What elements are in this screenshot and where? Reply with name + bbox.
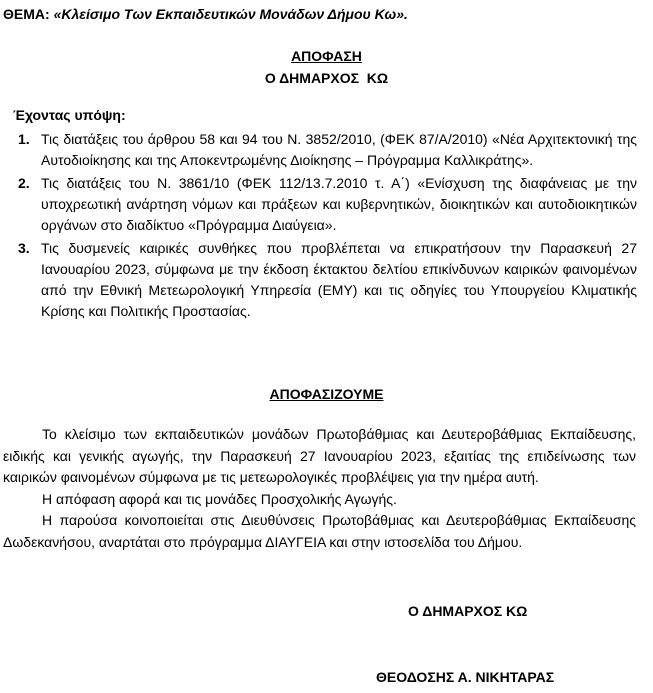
considerations-list [0, 129, 653, 324]
consideration-text: Τις διατάξεις του Ν. 3861/10 (ΦΕΚ 112/13.7.2010 τ. Α΄) «Ενίσχυση της διαφάνειας με την υποχρεωτική ανάρτηση νόμων και πράξεων και κυβερνητικών, διοικητικών και αυτοδιοικητικών οργάνων στο διαδίκτυο «Πρόγραμμα Διαύγεια». [41, 175, 637, 233]
subject-line [3, 6, 408, 22]
subject-topic: «Κλείσιμο Των Εκπαιδευτικών Μονάδων Δήμου Κω». [53, 6, 408, 22]
consideration-item [0, 238, 653, 322]
consideration-number: 2. [18, 175, 30, 191]
decision-paragraph: Το κλείσιμο των εκπαιδευτικών μονάδων Πρωτοβάθμιας και Δευτεροβάθμιας Εκπαίδευσης, ειδικής και γενικής αγωγής, την Παρασκευή 27 Ιανουαρίου 2023, εξαιτίας της επιδείνωσης των καιρικών φαινομένων σύμφωνα με τις μετεωρολογικές προβλέψεις για την ημέρα αυτή. [3, 426, 636, 485]
signature-title: Ο ΔΗΜΑΡΧΟΣ ΚΩ [408, 603, 528, 619]
decision-title: ΑΠΟΦΑΣΗ [291, 48, 362, 64]
decision-body [3, 424, 636, 553]
consideration-item [0, 173, 653, 236]
consideration-number: 3. [18, 240, 30, 256]
consideration-text: Τις δυσμενείς καιρικές συνθήκες που προβλέπεται να επικρατήσουν την Παρασκευή 27 Ιανουαρίου 2023, σύμφωνα με την έκδοση έκτακτου δελτίου επικίνδυνων καιρικών φαινομένων από την Εθνική Μετεωρολογική Υπηρεσία (ΕΜΥ) και τις οδηγίες του Υπουργείου Κλιματικής Κρίσης και Πολιτικής Προστασίας. [41, 240, 637, 319]
subject-label: ΘΕΜΑ: [3, 6, 54, 22]
decision-paragraph: Η απόφαση αφορά και τις μονάδες Προσχολικής Αγωγής. [42, 490, 397, 507]
consideration-number: 1. [18, 131, 30, 147]
consideration-text: Τις διατάξεις του άρθρου 58 και 94 του Ν. 3852/2010, (ΦΕΚ 87/Α/2010) «Νέα Αρχιτεκτονική της Αυτοδιοίκησης και της Αποκεντρωμένης Διοίκησης – Πρόγραμμα Καλλικράτης». [41, 131, 637, 168]
signature-name: ΘΕΟΔΟΣΗΣ Α. ΝΙΚΗΤΑΡΑΣ [376, 669, 555, 685]
resolve-title: ΑΠΟΦΑΣΙΖΟΥΜΕ [269, 386, 384, 402]
decision-paragraph: Η παρούσα κοινοποιείται στις Διευθύνσεις Πρωτοβάθμιας και Δευτεροβάθμιας Εκπαίδευσης Δωδεκανήσου, αναρτάται στο πρόγραμμα ΔΙΑΥΓΕΙΑ και στην ιστοσελίδα του Δήμου. [3, 512, 636, 550]
considering-label: Έχοντας υπόψη: [13, 107, 126, 123]
authority-title: Ο ΔΗΜΑΡΧΟΣ ΚΩ [264, 70, 389, 86]
consideration-item [0, 129, 653, 171]
